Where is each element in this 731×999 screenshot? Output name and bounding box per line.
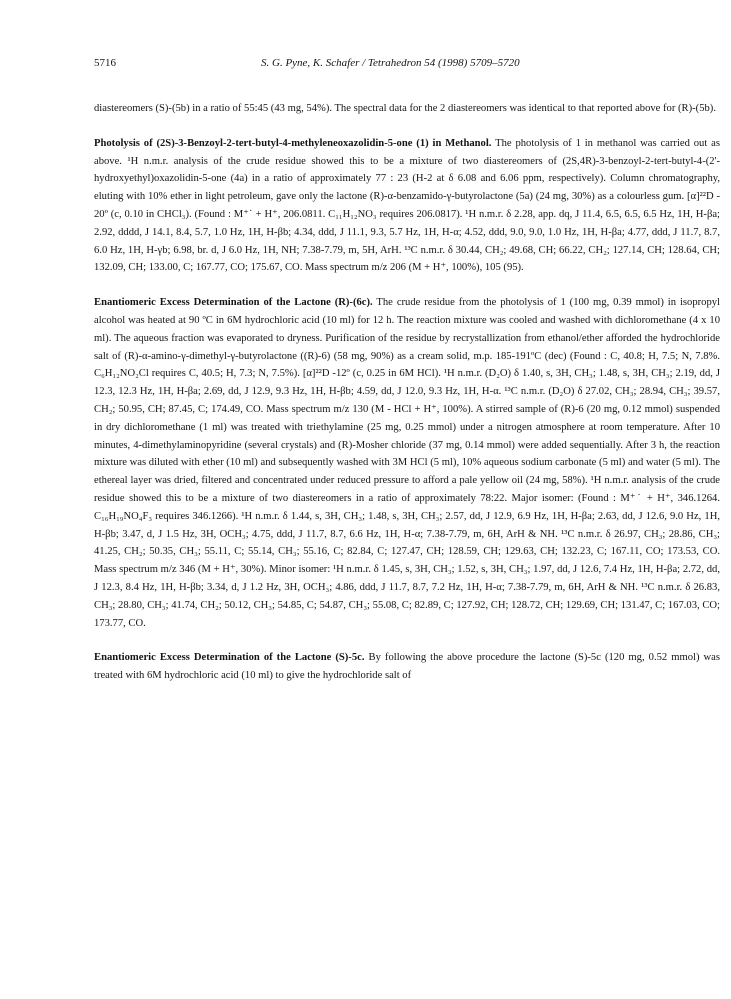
section-heading: Photolysis of (2S)-3-Benzoyl-2-tert-butyl-4-methyleneoxazolidin-5-one (1) in Methanol.: [94, 137, 492, 149]
paragraph-photolysis: [94, 135, 720, 277]
paragraph-continuation: [94, 100, 720, 118]
running-title: S. G. Pyne, K. Schafer / Tetrahedron 54 (1998) 5709–5720: [261, 57, 520, 69]
paragraph-ee-lactone-r: [94, 294, 720, 632]
section-heading: Enantiomeric Excess Determination of the Lactone (R)-(6c).: [94, 297, 373, 309]
paragraph-ee-lactone-s: [94, 649, 720, 685]
running-header: [94, 57, 720, 73]
paragraph-text: The photolysis of 1 in methanol was carried out as above. ¹H n.m.r. analysis of the crude residue showed this to be a mixture of two diastereomers of (2S,4R)-3-benzoyl-2-tert-butyl-4-(2'-hydroxyethyl)oxazolidin-5-one (4a) in a ratio of approximately 77 : 23 (H-2 at δ 6.08 and 6.06 ppm, respectively). Column chromatography, eluting with 10% ether in light petroleum, gave only the lactone (R)-α-benzamido-γ-butyrolactone (5a) (24 mg, 30%) as a colourless gum. [α]²²D - 20º (c, 0.10 in CHCl₃). (Found : M⁺˙ + H⁺, 206.0811. C₁₁H₁₂NO₃ requires 206.0817). ¹H n.m.r. δ 2.28, app. dq, J 11.4, 6.5, 6.5, 6.5 Hz, 1H, H-βa; 2.92, dddd, J 14.1, 8.4, 5.7, 1.0 Hz, 1H, H-βb; 4.34, ddd, J 11.1, 9.3, 5.7 Hz, 1H, H-α; 4.52, ddd, 9.0, 9.0, 1.0 Hz, 1H, H-βa; 4.77, ddd, J 11.7, 8.7, 6.0 Hz, 1H, H-γb; 6.98, br. d, J 6.0 Hz, 1H, NH; 7.38-7.79, m, 5H, ArH. ¹³C n.m.r. δ 30.44, CH₂; 49.68, CH; 66.22, CH₂; 127.14, CH; 128.64, CH; 132.09, CH; 133.00, C; 167.77, CO; 175.67, CO. Mass spectrum m/z 206 (M + H⁺, 100%), 105 (95).: [94, 137, 720, 274]
section-heading: Enantiomeric Excess Determination of the Lactone (S)-5c.: [94, 652, 365, 664]
page-number: 5716: [94, 57, 116, 69]
paragraph-text: The crude residue from the photolysis of 1 (100 mg, 0.39 mmol) in isopropyl alcohol was heated at 90 ºC in 6M hydrochloric acid (10 ml) for 12 h. The reaction mixture was cooled and washed with dichloromethane (4 x 10 ml). The aqueous fraction was evaporated to dryness. Purification of the residue by recrystallization from ethanol/ether afforded the hydrochloride salt of (R)-α-amino-γ-dimethyl-γ-butyrolactone ((R)-6) (58 mg, 90%) as a cream solid, m.p. 185-191ºC (dec) (Found : C, 40.8; H, 7.5; N, 7.8%. C₆H₁₂NO₂Cl requires C, 40.5; H, 7.3; N, 7.5%). [α]²²D -12º (c, 0.25 in 6M HCl). ¹H n.m.r. (D₂O) δ 1.40, s, 3H, CH₃; 1.48, s, 3H, CH₃; 2.19, dd, J 12.3, 12.3 Hz, 1H, H-βa; 2.69, dd, J 12.9, 9.3 Hz, 1H, H-βb; 4.59, dd, J 12.0, 9.3 Hz, 1H, H-α. ¹³C n.m.r. (D₂O) δ 27.02, CH₃; 28.94, CH₃; 39.57, CH₂; 50.95, CH; 87.45, C; 174.49, CO. Mass spectrum m/z 130 (M - HCl + H⁺, 100%). A stirred sample of (R)-6 (20 mg, 0.12 mmol) suspended in dry dichloromethane (1 ml) was treated with triethylamine (25 mg, 0.25 mmol) under a nitrogen atmosphere at room temperature. After 10 minutes, 4-dimethylaminopyridine (several crystals) and (R)-Mosher chloride (37 mg, 0.14 mmol) were added sequentially. After 3 h, the reaction mixture was diluted with ether (10 ml) and subsequently washed with 3M HCl (5 ml), 10% aqueous sodium carbonate (5 ml) and water (5 ml). The ethereal layer was dried, filtered and concentrated under reduced pressure to afford a pale yellow oil (24 mg, 58%). ¹H n.m.r. analysis of the crude residue showed this to be a mixture of two diastereomers in a ratio of approximately 78:22. Major isomer: (Found : M⁺˙ + H⁺, 346.1264. C₁₆H₁₉NO₄F₃ requires 346.1266). ¹H n.m.r. δ 1.44, s, 3H, CH₃; 1.48, s, 3H, CH₃; 2.57, dd, J 12.9, 6.9 Hz, 1H, H-βa; 2.63, dd, J 12.6, 9.0 Hz, 1H, H-βb; 3.47, d, J 1.5 Hz, 3H, OCH₃; 4.75, ddd, J 11.7, 8.7, 6.6 Hz, 1H, H-α; 7.38-7.79, m, 6H, ArH & NH. ¹³C n.m.r. δ 26.97, CH₃; 28.86, CH₃; 41.25, CH₂; 50.35, CH₃; 55.11, C; 55.14, CH₃; 55.16, C; 82.84, C; 127.47, CH; 128.59, CH; 129.63, CH; 132.23, C; 167.11, CO; 173.53, CO. Mass spectrum m/z 346 (M + H⁺, 30%). Minor isomer: ¹H n.m.r. δ 1.45, s, 3H, CH₃; 1.52, s, 3H, CH₃; 1.97, dd, J 12.6, 7.4 Hz, 1H, H-βa; 2.72, dd, J 12.3, 8.4 Hz, 1H, H-βb; 3.34, d, J 1.2 Hz, 3H, OCH₃; 4.86, ddd, J 11.7, 8.7, 7.2 Hz, 1H, H-α; 7.38-7.79, m, 6H, ArH & NH. ¹³C n.m.r. δ 26.83, CH₃; 28.80, CH₃; 41.74, CH₂; 50.12, CH₃; 54.85, C; 54.87, CH₃; 55.08, C; 82.89, C; 127.92, CH; 128.72, CH; 129.69, CH; 131.47, C; 167.03, CO; 173.77, CO.: [94, 297, 720, 629]
article-body: [94, 100, 720, 685]
paragraph-text: By following the above procedure the lactone (S)-5c (120 mg, 0.52 mmol) was treated with 6M hydrochloric acid (10 ml) to give the hydrochloride salt of: [94, 652, 720, 682]
paragraph-text: diastereomers (S)-(5b) in a ratio of 55:45 (43 mg, 54%). The spectral data for the 2 diastereomers was identical to that reported above for (R)-(5b).: [94, 103, 716, 114]
